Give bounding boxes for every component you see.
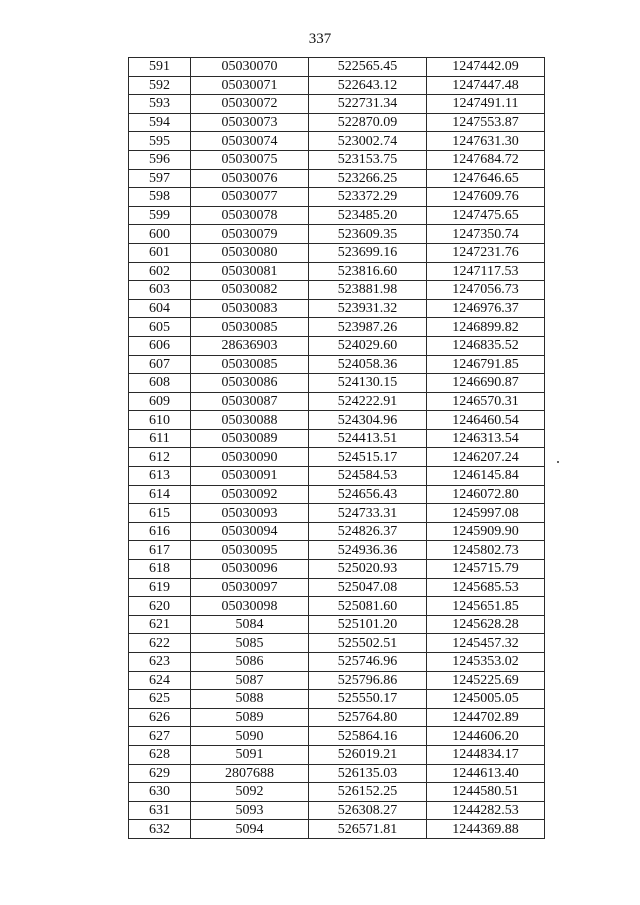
x-coordinate-cell: 526308.27 xyxy=(309,801,427,820)
code-cell: 05030097 xyxy=(191,578,309,597)
table-row xyxy=(129,634,545,653)
y-coordinate-cell: 1244282.53 xyxy=(427,801,545,820)
table-row xyxy=(129,467,545,486)
y-coordinate-cell: 1245997.08 xyxy=(427,504,545,523)
code-cell: 05030077 xyxy=(191,188,309,207)
table-row xyxy=(129,690,545,709)
code-cell: 05030074 xyxy=(191,132,309,151)
y-coordinate-cell: 1246207.24 xyxy=(427,448,545,467)
x-coordinate-cell: 524222.91 xyxy=(309,392,427,411)
table-row xyxy=(129,336,545,355)
y-coordinate-cell: 1245685.53 xyxy=(427,578,545,597)
code-cell: 5092 xyxy=(191,783,309,802)
code-cell: 5091 xyxy=(191,745,309,764)
y-coordinate-cell: 1247442.09 xyxy=(427,58,545,77)
point-number-cell: 618 xyxy=(129,560,191,579)
y-coordinate-cell: 1245909.90 xyxy=(427,522,545,541)
x-coordinate-cell: 525550.17 xyxy=(309,690,427,709)
point-number-cell: 595 xyxy=(129,132,191,151)
point-number-cell: 612 xyxy=(129,448,191,467)
point-number-cell: 630 xyxy=(129,783,191,802)
table-row xyxy=(129,578,545,597)
point-number-cell: 602 xyxy=(129,262,191,281)
table-row xyxy=(129,727,545,746)
table-row xyxy=(129,374,545,393)
x-coordinate-cell: 524584.53 xyxy=(309,467,427,486)
x-coordinate-cell: 526019.21 xyxy=(309,745,427,764)
y-coordinate-cell: 1246460.54 xyxy=(427,411,545,430)
code-cell: 05030096 xyxy=(191,560,309,579)
y-coordinate-cell: 1245005.05 xyxy=(427,690,545,709)
table-row xyxy=(129,243,545,262)
x-coordinate-cell: 523987.26 xyxy=(309,318,427,337)
table-row xyxy=(129,299,545,318)
point-number-cell: 605 xyxy=(129,318,191,337)
y-coordinate-cell: 1244369.88 xyxy=(427,820,545,839)
x-coordinate-cell: 526135.03 xyxy=(309,764,427,783)
x-coordinate-cell: 523002.74 xyxy=(309,132,427,151)
code-cell: 28636903 xyxy=(191,336,309,355)
table-row xyxy=(129,597,545,616)
point-number-cell: 598 xyxy=(129,188,191,207)
y-coordinate-cell: 1245457.32 xyxy=(427,634,545,653)
code-cell: 05030076 xyxy=(191,169,309,188)
table-row xyxy=(129,504,545,523)
x-coordinate-cell: 523609.35 xyxy=(309,225,427,244)
x-coordinate-cell: 523816.60 xyxy=(309,262,427,281)
code-cell: 05030072 xyxy=(191,95,309,114)
y-coordinate-cell: 1246976.37 xyxy=(427,299,545,318)
y-coordinate-cell: 1247056.73 xyxy=(427,281,545,300)
code-cell: 05030093 xyxy=(191,504,309,523)
table-row xyxy=(129,318,545,337)
table-row xyxy=(129,485,545,504)
point-number-cell: 624 xyxy=(129,671,191,690)
code-cell: 05030092 xyxy=(191,485,309,504)
point-number-cell: 631 xyxy=(129,801,191,820)
table-row xyxy=(129,764,545,783)
table-row xyxy=(129,448,545,467)
x-coordinate-cell: 525047.08 xyxy=(309,578,427,597)
code-cell: 05030085 xyxy=(191,355,309,374)
table-row xyxy=(129,76,545,95)
table-row xyxy=(129,653,545,672)
table-row xyxy=(129,671,545,690)
point-number-cell: 607 xyxy=(129,355,191,374)
stray-dot-mark xyxy=(557,461,559,463)
y-coordinate-cell: 1246072.80 xyxy=(427,485,545,504)
table-row xyxy=(129,355,545,374)
x-coordinate-cell: 526571.81 xyxy=(309,820,427,839)
code-cell: 05030075 xyxy=(191,150,309,169)
x-coordinate-cell: 522643.12 xyxy=(309,76,427,95)
point-number-cell: 596 xyxy=(129,150,191,169)
x-coordinate-cell: 524733.31 xyxy=(309,504,427,523)
x-coordinate-cell: 525020.93 xyxy=(309,560,427,579)
table-row xyxy=(129,169,545,188)
point-number-cell: 628 xyxy=(129,745,191,764)
y-coordinate-cell: 1246570.31 xyxy=(427,392,545,411)
table-row xyxy=(129,745,545,764)
y-coordinate-cell: 1244834.17 xyxy=(427,745,545,764)
code-cell: 5094 xyxy=(191,820,309,839)
x-coordinate-cell: 524058.36 xyxy=(309,355,427,374)
x-coordinate-cell: 522565.45 xyxy=(309,58,427,77)
y-coordinate-cell: 1244606.20 xyxy=(427,727,545,746)
table-row xyxy=(129,411,545,430)
point-number-cell: 617 xyxy=(129,541,191,560)
table-row xyxy=(129,95,545,114)
table-row xyxy=(129,801,545,820)
table-row xyxy=(129,541,545,560)
y-coordinate-cell: 1244613.40 xyxy=(427,764,545,783)
code-cell: 05030070 xyxy=(191,58,309,77)
code-cell: 05030081 xyxy=(191,262,309,281)
point-number-cell: 625 xyxy=(129,690,191,709)
x-coordinate-cell: 525764.80 xyxy=(309,708,427,727)
code-cell: 05030098 xyxy=(191,597,309,616)
x-coordinate-cell: 524515.17 xyxy=(309,448,427,467)
table-row xyxy=(129,429,545,448)
y-coordinate-cell: 1247475.65 xyxy=(427,206,545,225)
y-coordinate-cell: 1245802.73 xyxy=(427,541,545,560)
code-cell: 05030083 xyxy=(191,299,309,318)
point-number-cell: 610 xyxy=(129,411,191,430)
table-row xyxy=(129,615,545,634)
x-coordinate-cell: 524413.51 xyxy=(309,429,427,448)
point-number-cell: 603 xyxy=(129,281,191,300)
code-cell: 5086 xyxy=(191,653,309,672)
x-coordinate-cell: 525746.96 xyxy=(309,653,427,672)
point-number-cell: 594 xyxy=(129,113,191,132)
x-coordinate-cell: 523485.20 xyxy=(309,206,427,225)
code-cell: 05030085 xyxy=(191,318,309,337)
table-row xyxy=(129,188,545,207)
code-cell: 05030080 xyxy=(191,243,309,262)
point-number-cell: 604 xyxy=(129,299,191,318)
code-cell: 2807688 xyxy=(191,764,309,783)
point-number-cell: 591 xyxy=(129,58,191,77)
table-row xyxy=(129,262,545,281)
x-coordinate-cell: 525081.60 xyxy=(309,597,427,616)
y-coordinate-cell: 1247684.72 xyxy=(427,150,545,169)
x-coordinate-cell: 526152.25 xyxy=(309,783,427,802)
table-row xyxy=(129,708,545,727)
y-coordinate-cell: 1246835.52 xyxy=(427,336,545,355)
code-cell: 05030073 xyxy=(191,113,309,132)
y-coordinate-cell: 1246899.82 xyxy=(427,318,545,337)
point-number-cell: 616 xyxy=(129,522,191,541)
point-number-cell: 619 xyxy=(129,578,191,597)
page-number: 337 xyxy=(308,31,332,47)
x-coordinate-cell: 525864.16 xyxy=(309,727,427,746)
table-row xyxy=(129,783,545,802)
code-cell: 05030088 xyxy=(191,411,309,430)
point-number-cell: 600 xyxy=(129,225,191,244)
point-number-cell: 614 xyxy=(129,485,191,504)
coordinates-table-body xyxy=(129,58,545,839)
x-coordinate-cell: 524029.60 xyxy=(309,336,427,355)
y-coordinate-cell: 1245225.69 xyxy=(427,671,545,690)
code-cell: 05030087 xyxy=(191,392,309,411)
code-cell: 5088 xyxy=(191,690,309,709)
code-cell: 05030094 xyxy=(191,522,309,541)
x-coordinate-cell: 524656.43 xyxy=(309,485,427,504)
x-coordinate-cell: 525502.51 xyxy=(309,634,427,653)
coordinates-table xyxy=(128,57,545,839)
point-number-cell: 606 xyxy=(129,336,191,355)
code-cell: 05030095 xyxy=(191,541,309,560)
y-coordinate-cell: 1246690.87 xyxy=(427,374,545,393)
y-coordinate-cell: 1244702.89 xyxy=(427,708,545,727)
code-cell: 05030086 xyxy=(191,374,309,393)
table-row xyxy=(129,560,545,579)
y-coordinate-cell: 1247609.76 xyxy=(427,188,545,207)
table-row xyxy=(129,58,545,77)
y-coordinate-cell: 1247631.30 xyxy=(427,132,545,151)
table-row xyxy=(129,132,545,151)
y-coordinate-cell: 1246791.85 xyxy=(427,355,545,374)
point-number-cell: 623 xyxy=(129,653,191,672)
table-row xyxy=(129,522,545,541)
code-cell: 05030078 xyxy=(191,206,309,225)
point-number-cell: 627 xyxy=(129,727,191,746)
point-number-cell: 593 xyxy=(129,95,191,114)
code-cell: 5090 xyxy=(191,727,309,746)
table-row xyxy=(129,281,545,300)
code-cell: 5089 xyxy=(191,708,309,727)
x-coordinate-cell: 524130.15 xyxy=(309,374,427,393)
point-number-cell: 622 xyxy=(129,634,191,653)
x-coordinate-cell: 523931.32 xyxy=(309,299,427,318)
code-cell: 5087 xyxy=(191,671,309,690)
x-coordinate-cell: 523266.25 xyxy=(309,169,427,188)
point-number-cell: 599 xyxy=(129,206,191,225)
code-cell: 05030090 xyxy=(191,448,309,467)
code-cell: 5085 xyxy=(191,634,309,653)
point-number-cell: 615 xyxy=(129,504,191,523)
y-coordinate-cell: 1244580.51 xyxy=(427,783,545,802)
y-coordinate-cell: 1245651.85 xyxy=(427,597,545,616)
point-number-cell: 626 xyxy=(129,708,191,727)
y-coordinate-cell: 1245353.02 xyxy=(427,653,545,672)
point-number-cell: 592 xyxy=(129,76,191,95)
x-coordinate-cell: 525796.86 xyxy=(309,671,427,690)
x-coordinate-cell: 523372.29 xyxy=(309,188,427,207)
x-coordinate-cell: 523153.75 xyxy=(309,150,427,169)
code-cell: 05030091 xyxy=(191,467,309,486)
y-coordinate-cell: 1247646.65 xyxy=(427,169,545,188)
code-cell: 05030082 xyxy=(191,281,309,300)
y-coordinate-cell: 1245628.28 xyxy=(427,615,545,634)
code-cell: 05030071 xyxy=(191,76,309,95)
x-coordinate-cell: 524936.36 xyxy=(309,541,427,560)
y-coordinate-cell: 1245715.79 xyxy=(427,560,545,579)
code-cell: 05030079 xyxy=(191,225,309,244)
y-coordinate-cell: 1246313.54 xyxy=(427,429,545,448)
table-row xyxy=(129,820,545,839)
x-coordinate-cell: 522870.09 xyxy=(309,113,427,132)
point-number-cell: 629 xyxy=(129,764,191,783)
table-row xyxy=(129,113,545,132)
y-coordinate-cell: 1247447.48 xyxy=(427,76,545,95)
table-row xyxy=(129,225,545,244)
y-coordinate-cell: 1247491.11 xyxy=(427,95,545,114)
x-coordinate-cell: 524304.96 xyxy=(309,411,427,430)
y-coordinate-cell: 1247553.87 xyxy=(427,113,545,132)
point-number-cell: 613 xyxy=(129,467,191,486)
point-number-cell: 632 xyxy=(129,820,191,839)
point-number-cell: 601 xyxy=(129,243,191,262)
y-coordinate-cell: 1247350.74 xyxy=(427,225,545,244)
x-coordinate-cell: 522731.34 xyxy=(309,95,427,114)
x-coordinate-cell: 523699.16 xyxy=(309,243,427,262)
x-coordinate-cell: 525101.20 xyxy=(309,615,427,634)
code-cell: 5093 xyxy=(191,801,309,820)
y-coordinate-cell: 1246145.84 xyxy=(427,467,545,486)
table-row xyxy=(129,150,545,169)
code-cell: 05030089 xyxy=(191,429,309,448)
code-cell: 5084 xyxy=(191,615,309,634)
point-number-cell: 597 xyxy=(129,169,191,188)
x-coordinate-cell: 524826.37 xyxy=(309,522,427,541)
point-number-cell: 621 xyxy=(129,615,191,634)
point-number-cell: 620 xyxy=(129,597,191,616)
y-coordinate-cell: 1247117.53 xyxy=(427,262,545,281)
point-number-cell: 609 xyxy=(129,392,191,411)
point-number-cell: 608 xyxy=(129,374,191,393)
table-row xyxy=(129,206,545,225)
y-coordinate-cell: 1247231.76 xyxy=(427,243,545,262)
x-coordinate-cell: 523881.98 xyxy=(309,281,427,300)
point-number-cell: 611 xyxy=(129,429,191,448)
table-row xyxy=(129,392,545,411)
